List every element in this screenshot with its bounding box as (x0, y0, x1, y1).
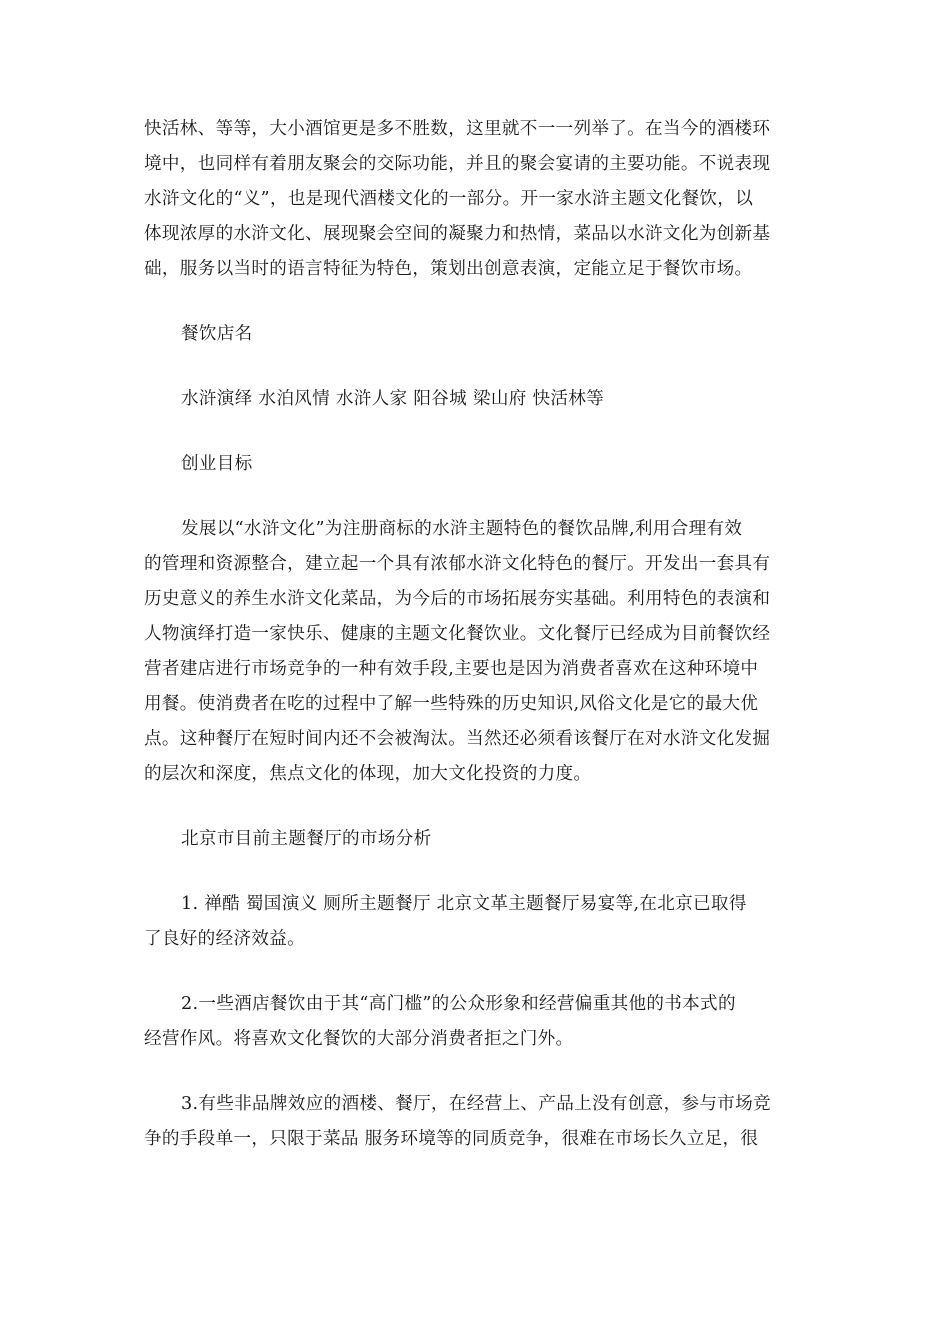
paragraph-market-point-1: 1. 禅酷 蜀国演义 厕所主题餐厅 北京文革主题餐厅易宴等,在北京已取得 了良好的经济效益。 (144, 894, 747, 949)
heading-market-analysis: 北京市目前主题餐厅的市场分析 (180, 829, 432, 849)
heading-restaurant-names: 餐饮店名 (180, 324, 253, 344)
paragraph-market-point-3: 3.有些非品牌效应的酒楼、餐厅，在经营上、产品上没有创意，参与市场竞 争的手段单一，只限于菜品 服务环境等的同质竞争，很难在市场长久立足，很 (144, 1094, 771, 1149)
heading-business-goals: 创业目标 (180, 454, 253, 474)
paragraph-restaurant-names: 水浒演绎 水泊风情 水浒人家 阳谷城 梁山府 快活林等 (180, 389, 605, 409)
document-body (144, 112, 808, 1187)
paragraph-business-goals: 发展以“水浒文化”为注册商标的水浒主题特色的餐饮品牌,利用合理有效 的管理和资源整合，建立起一个具有浓郁水浒文化特色的餐厅。开发出一套具有 历史意义的养生水浒文化菜品，为今后的市场拓展夯实基础。利用特色的表演和 人物演绎打造一家快乐、健康的主题文化餐饮业。文化餐厅已经成为目前餐饮经 营者建店进行市场竞争的一种有效手段,主要也是因为消费者喜欢在这种环境中 用餐。使消费者在吃的过程中了解一些特殊的历史知识,风俗文化是它的最大优 点。这种餐厅在短时间内还不会被淘汰。当然还必须看该餐厅在对水浒文化发掘 的层次和深度，焦点文化的体现，加大文化投资的力度。 (144, 519, 771, 784)
paragraph-market-point-2: 2.一些酒店餐饮由于其“高门槛”的公众形象和经营偏重其他的书本式的 经营作风。将喜欢文化餐饮的大部分消费者拒之门外。 (144, 994, 736, 1049)
paragraph-intro-continued: 快活林、等等，大小酒馆更是多不胜数，这里就不一一列举了。在当今的酒楼环 境中，也同样有着朋友聚会的交际功能，并且的聚会宴请的主要功能。不说表现 水浒文化的“义”，也是现代酒楼文化的一部分。开一家水浒主题文化餐饮，以 体现浓厚的水浒文化、展现聚会空间的凝聚力和热情，菜品以水浒文化为创新基 础，服务以当时的语言特征为特色，策划出创意表演，定能立足于餐饮市场。 (144, 119, 771, 279)
